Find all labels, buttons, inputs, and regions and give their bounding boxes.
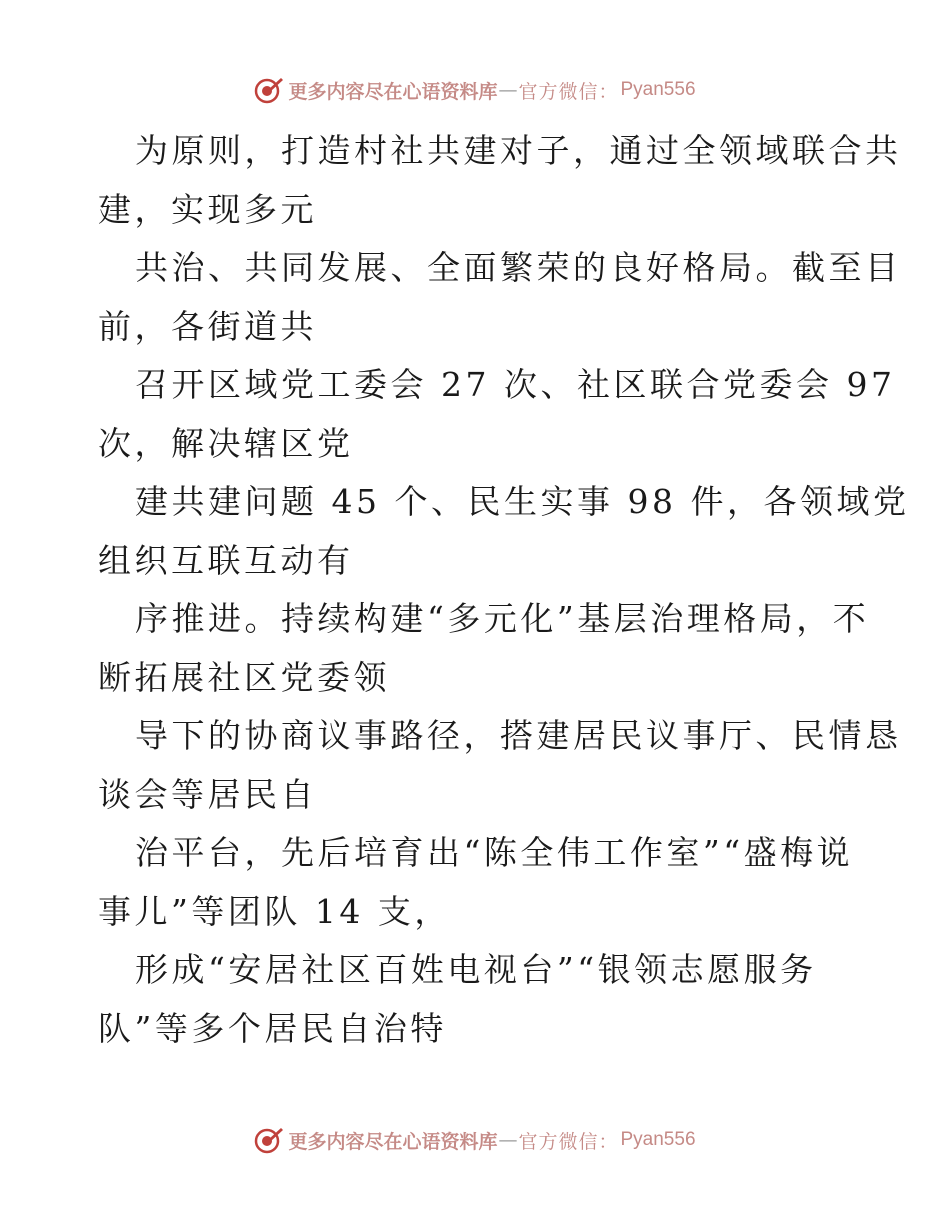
banner-wechat-label: 官方微信： — [518, 1130, 619, 1153]
text-line: 为原则，打造村社共建对子，通过全领域联合共 — [135, 131, 902, 170]
banner-wechat-id: Pyan556 — [620, 1129, 696, 1150]
text-line: 事儿”等团队 14 支， — [98, 891, 451, 931]
text-line: 共治、共同发展、全面繁荣的良好格局。截至目 — [135, 248, 902, 287]
banner-lead-text: 更多内容尽在心语资料库 — [288, 80, 498, 103]
banner-wechat-id: Pyan556 — [620, 79, 696, 100]
banner-lead-text: 更多内容尽在心语资料库 — [288, 1130, 498, 1153]
text-line: 导下的协商议事路径，搭建居民议事厅、民情恳 — [135, 716, 902, 755]
footer-banner — [0, 1120, 950, 1160]
pen-logo-icon — [254, 1125, 284, 1155]
text-line: 序推进。持续构建“多元化”基层治理格局，不 — [135, 599, 870, 638]
document-body — [98, 122, 910, 1058]
header-banner — [0, 70, 950, 110]
text-line: 召开区域党工委会 27 次、社区联合党委会 97 — [135, 365, 896, 404]
banner-dash: — — [498, 79, 518, 101]
text-line: 次，解决辖区党 — [98, 423, 354, 463]
text-line: 形成“安居社区百姓电视台”“银领志愿服务 — [135, 950, 817, 989]
banner-dash: — — [498, 1129, 518, 1151]
text-line: 前，各街道共 — [98, 306, 317, 346]
text-line: 断拓展社区党委领 — [98, 657, 390, 697]
text-line: 建，实现多元 — [98, 189, 317, 229]
text-line: 队”等多个居民自治特 — [98, 1008, 447, 1048]
pen-logo-icon — [254, 75, 284, 105]
text-line: 组织互联互动有 — [98, 540, 354, 580]
banner-wechat-label: 官方微信： — [518, 80, 619, 103]
text-line: 谈会等居民自 — [98, 774, 317, 814]
text-line: 治平台，先后培育出“陈全伟工作室”“盛梅说 — [135, 833, 854, 872]
text-line: 建共建问题 45 个、民生实事 98 件，各领域党 — [135, 482, 910, 521]
